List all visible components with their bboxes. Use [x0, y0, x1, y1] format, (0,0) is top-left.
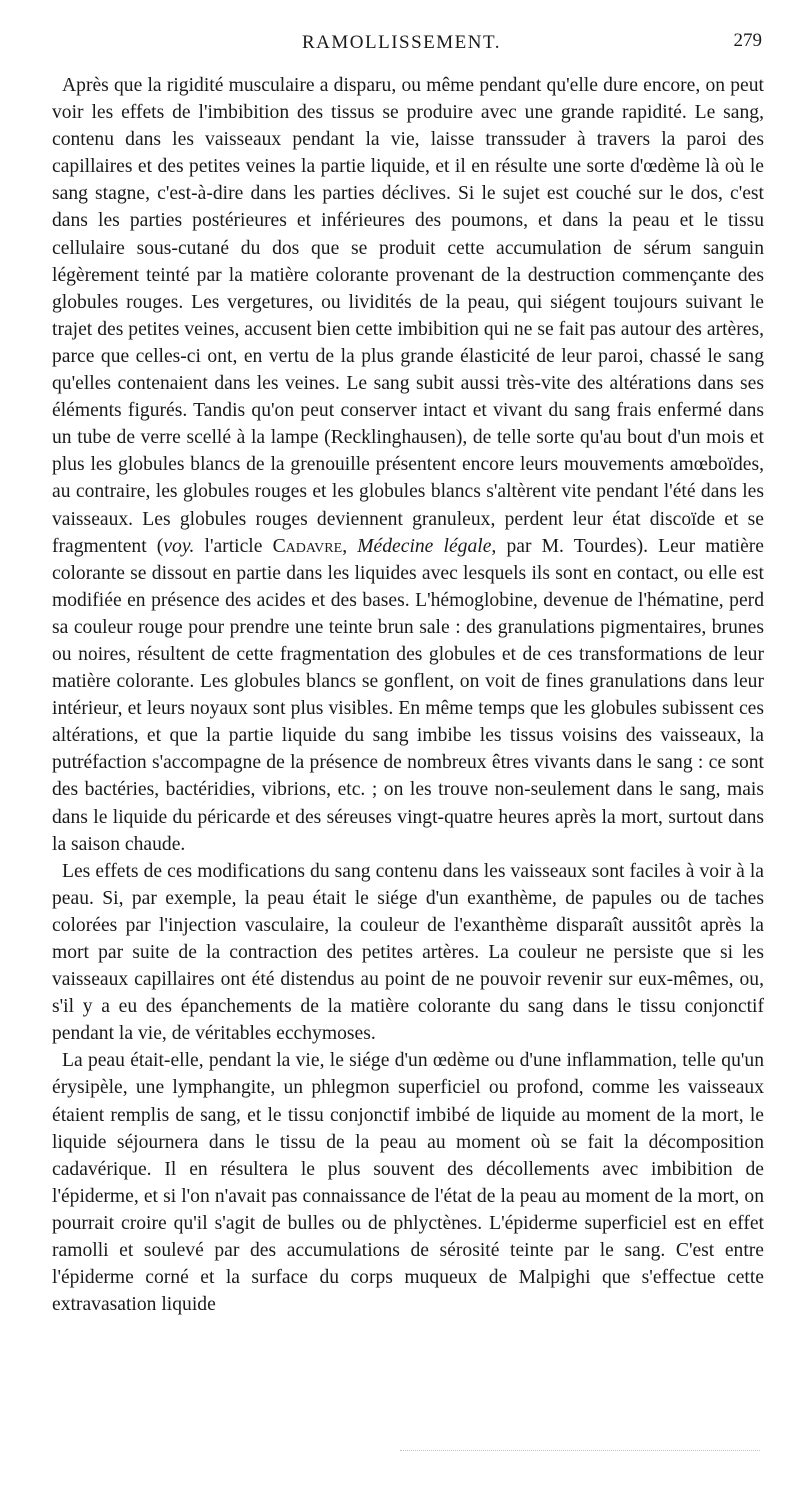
paragraph-1-text: Après que la rigidité musculaire a disparu, ou même pendant qu'elle dure encore, on peut voir les effets de l'imbibition des tissus se produire avec une grande rapidité. Le sang, contenu dans les vaisseaux pendant la vie, laisse transsuder à travers la paroi des capillaires et des petites veines la partie liquide, et il en résulte une sorte d'œdème là où le sang stagne, c'est-à-dire dans les parties déclives. Si le sujet est couché sur le dos, c'est dans les parties postérieures et inférieures des poumons, et dans la peau et le tissu cellulaire sous-cutané du dos que se produit cette accumulation de sérum sanguin légèrement teinté par la matière colorante provenant de la destruction commençante des globules rouges. Les vergetures, ou lividités de la peau, qui siégent toujours suivant le trajet des petites veines, accusent bien cette imbibition qui ne se fait pas autour des artères, parce que celles-ci ont, en vertu de la plus grande élasticité de leur paroi, chassé le sang qu'elles contenaient dans les veines. Le sang subit aussi très-vite des altérations dans ses éléments figurés. Tandis qu'on peut conserver intact et vivant du sang frais enfermé dans un tube de verre scellé à la lampe (Recklinghausen), de telle sorte qu'au bout d'un mois et plus les globules blancs de la grenouille présentent encore leurs mouvements amœboïdes, au contraire, les globules rouges et les globules blancs s'altèrent vite pendant l'été dans les vaisseaux. Les globules rouges deviennent granuleux, perdent leur état discoïde et se fragmentent (: [52, 75, 764, 557]
paragraph-2: Les effets de ces modifications du sang contenu dans les vaisseaux sont faciles à voir à la peau. Si, par exemple, la peau était le siége d'un exanthème, de papules ou de taches colorées par l'injection vasculaire, la couleur de l'exanthème disparaît aussitôt après la mort par suite de la contraction des petites artères. La couleur ne persiste que si les vaisseaux capillaires ont été distendus au point de ne pouvoir revenir sur eux-mêmes, ou, s'il y a eu des épanchements de la matière colorante du sang dans le tissu conjonctif pendant la vie, de véritables ecchymoses.: [52, 860, 764, 1045]
ref-cadavre: Cadavre: [272, 535, 343, 557]
page-title: RAMOLLISSEMENT.: [302, 32, 501, 53]
running-header: [52, 30, 764, 64]
paragraph-1-continuation: , par M. Tourdes). Leur matière colorante se dissout en partie dans les liquides avec lesquels ils sont en contact, ou elle est modifiée en présence des acides et des bases. L'hémoglobine, devenue de l'hématine, perd sa couleur rouge pour prendre une teinte brun sale : des granulations pigmentaires, brunes ou noires, résultent de cette fragmentation des globules et de ces transformations de leur matière colorante. Les globules blancs se gonflent, on voit de fines granulations dans leur intérieur, et leurs noyaux sont plus visibles. En même temps que les globules subissent ces altérations, et que la partie liquide du sang imbibe les tissus voisins des vaisseaux, la putréfaction s'accompagne de la présence de nombreux êtres vivants dans le sang : ce sont des bactéries, bactéridies, vibrions, etc. ; on les trouve non-seulement dans le sang, mais dans le liquide du péricarde et des séreuses vingt-quatre heures après la mort, surtout dans la saison chaude.: [52, 535, 765, 855]
ref-medecine-legale: Médecine légale: [357, 535, 492, 557]
ref-voy: voy.: [163, 535, 195, 557]
paragraph-3: La peau était-elle, pendant la vie, le siége d'un œdème ou d'une inflammation, telle qu'un érysipèle, une lymphangite, un phlegmon superficiel ou profond, comme les vaisseaux étaient remplis de sang, et le tissu conjonctif imbibé de liquide au moment de la mort, le liquide séjournera dans le tissu de la peau au moment où se fait la décomposition cadavérique. Il en résultera le plus souvent des décollements avec imbibition de l'épiderme, et si l'on n'avait pas connaissance de l'état de la peau au moment de la mort, on pourrait croire qu'il s'agit de bulles ou de phlyctènes. L'épiderme superficiel est en effet ramolli et soulevé par des accumulations de sérosité teinte par le sang. C'est entre l'épiderme corné et la surface du corps muqueux de Malpighi que s'effectue cette extravasation liquide: [52, 1050, 764, 1316]
ref-sep: ,: [342, 535, 358, 557]
footer-print-marks: [400, 1450, 760, 1455]
paragraph-1: [52, 72, 764, 858]
ref-article: l'article: [194, 535, 273, 557]
body-text: [52, 72, 764, 1318]
page-number: 279: [733, 30, 762, 51]
